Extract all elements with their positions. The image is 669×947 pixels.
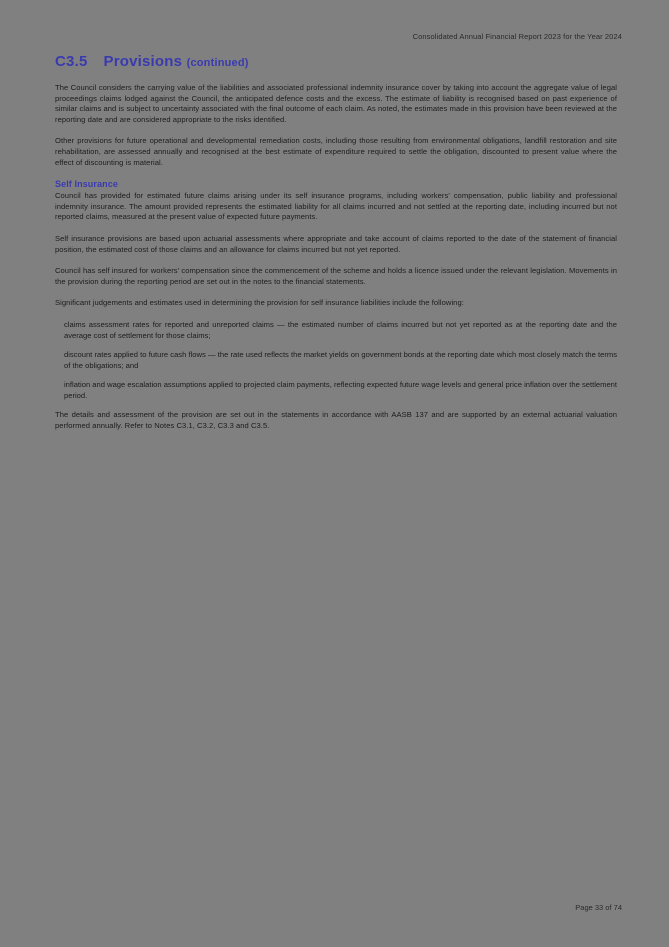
- list-item: inflation and wage escalation assumptions applied to projected claim payments, reflecting expected future wage levels and general price inflation over the settlement period.: [64, 380, 617, 400]
- paragraph: Council has self insured for workers' compensation since the commencement of the scheme and holds a licence issued under the relevant legislation. Movements in the provision during the reporting period are set out in the notes to the financial statements.: [55, 266, 617, 286]
- paragraph: Council has provided for estimated future claims arising under its self insurance programs, including workers' compensation, public liability and professional indemnity insurance. The amount provided represents the estimated liability for all claims incurred and not settled at the reporting date, including incurred but not reported claims, measured at the present value of expected future payments.: [55, 191, 617, 222]
- subsection-heading: Self Insurance: [55, 179, 118, 190]
- section-title-text: Provisions: [103, 53, 183, 70]
- list-item: claims assessment rates for reported and unreported claims — the estimated number of claims incurred but not yet reported as at the reporting date and the average cost of settlement for those claims;: [64, 319, 617, 340]
- document-page: [25, 21, 644, 926]
- list-item: discount rates applied to future cash flows — the rate used reflects the market yields on government bonds at the reporting date which most closely match the terms of the obligations; and: [64, 350, 617, 370]
- paragraph: The Council considers the carrying value of the liabilities and associated professional indemnity insurance cover by taking into account the aggregate value of legal proceedings claims lodged against the Council, the anticipated defence costs and the excess. The estimate of liability is recognised based on past experience of similar claims and is subject to uncertainty associated with the final outcome of each claim. As noted, the estimates made in this provision have been reviewed at the reporting date and are considered appropriate to the risks identified.: [55, 83, 617, 124]
- paragraph: Other provisions for future operational and developmental remediation costs, including those resulting from environmental obligations, landfill restoration and site rehabilitation, are assessed annually and recognised at the best estimate of expenditure required to settle the obligation, discounted to present value where the effect of discounting is material.: [55, 136, 617, 167]
- paragraph: Significant judgements and estimates used in determining the provision for self insurance liabilities include the following:: [55, 298, 464, 308]
- page-footer: Page 33 of 74: [575, 903, 622, 912]
- paragraph: The details and assessment of the provision are set out in the statements in accordance with AASB 137 and are supported by an external actuarial valuation performed annually. Refer to Notes C3.1, C3.2, C3.3 and C3.5.: [55, 410, 617, 431]
- paragraph: Self insurance provisions are based upon actuarial assessments where appropriate and take account of claims reported to the date of the statement of financial position, the estimated cost of those claims and an allowance for claims incurred but not yet reported.: [55, 233, 617, 254]
- section-title-continued: (continued): [186, 57, 249, 69]
- section-number: C3.5: [55, 53, 88, 70]
- body-content: [55, 83, 617, 443]
- section-heading: [55, 53, 249, 70]
- page-header: Consolidated Annual Financial Report 2023 for the Year 2024: [412, 32, 622, 41]
